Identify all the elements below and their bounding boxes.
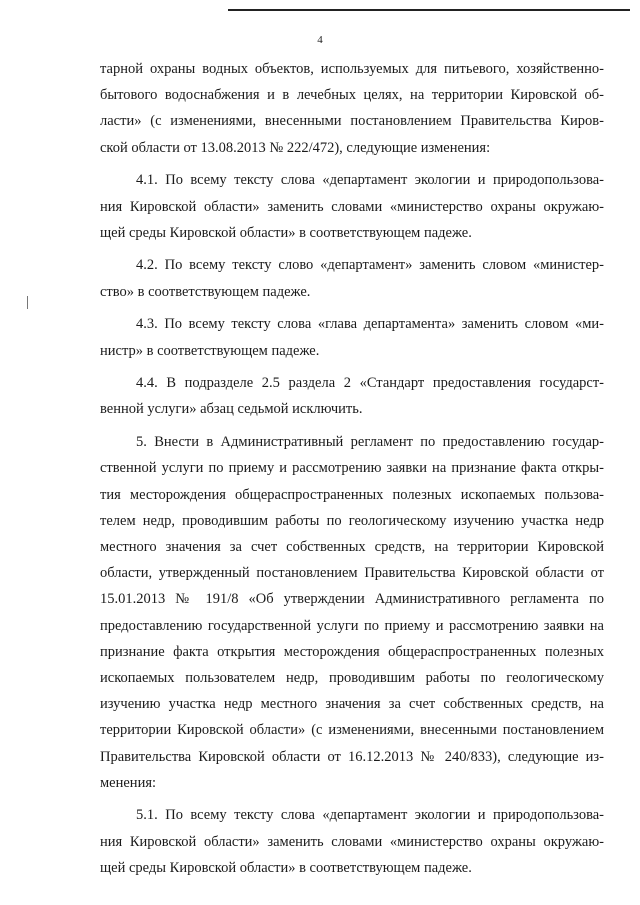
document-body [100,56,604,881]
text-line: 5.1. По всему тексту слова «департамент экологии и природопользова- [136,807,604,824]
text-line: предоставлению государственной услуги по приему и рассмотрению заявки на [100,617,604,634]
paragraph [100,370,604,422]
text-line: 4.2. По всему тексту слово «департамент» заменить словом «министер- [136,257,604,274]
text-line: щей среды Кировской области» в соответствующем падеже. [100,859,472,876]
text-line: ния Кировской области» заменить словами «министерство охраны окружаю- [100,198,604,215]
paragraph [100,167,604,246]
text-line: ской области от 13.08.2013 № 222/472), следующие изменения: [100,139,491,156]
text-line: изучению участка недр местного значения за счет собственных средств, на [100,696,604,713]
text-line: местного значения за счет собственных средств, на территории Кировской [100,538,604,555]
page-number: 4 [317,34,323,46]
text-line: ство» в соответствующем падеже. [100,283,311,300]
text-line: щей среды Кировской области» в соответствующем падеже. [100,224,472,241]
text-line: признание факта открытия месторождения общераспространенных полезных [100,643,604,660]
text-line: 5. Внести в Административный регламент по предоставлению государ- [136,434,604,451]
text-line: ственной услуги по приему и рассмотрению заявки на признание факта откры- [100,460,604,477]
text-line: ния Кировской области» заменить словами «министерство охраны окружаю- [100,833,604,850]
margin-mark [27,296,28,309]
text-line: Правительства Кировской области от 16.12.2013 № 240/833), следующие из- [100,748,604,765]
text-line: 4.4. В подразделе 2.5 раздела 2 «Стандарт предоставления государст- [136,375,604,392]
text-line: телем недр, проводившим работы по геологическому изучению участка недр [100,512,604,529]
text-line: менения: [100,774,157,791]
text-line: венной услуги» абзац седьмой исключить. [100,401,363,418]
text-line: области, утвержденный постановлением Правительства Кировской области от [100,565,604,582]
text-line: бытового водоснабжения и в лечебных целях, на территории Кировской об- [100,87,604,104]
paragraph [100,802,604,881]
text-line: нистр» в соответствующем падеже. [100,342,320,359]
text-line: тарной охраны водных объектов, используемых для питьевого, хозяйственно- [100,61,604,77]
text-line: территории Кировской области» (с изменениями, внесенными постановлением [100,722,604,739]
text-line: 4.3. По всему тексту слова «глава департамента» заменить словом «ми- [136,316,604,333]
text-line: ласти» (с изменениями, внесенными постановлением Правительства Киров- [100,113,604,130]
text-line: 4.1. По всему тексту слова «департамент экологии и природопользова- [136,172,604,189]
paragraph [100,252,604,304]
text-line: 15.01.2013 № 191/8 «Об утверждении Административного регламента по [100,591,604,608]
paragraph [100,56,604,161]
paragraph [100,311,604,363]
paragraph [100,429,604,796]
text-line: ископаемых пользователем недр, проводившим работы по геологическому [100,669,604,686]
text-line: тия месторождения общераспространенных полезных ископаемых пользова- [100,486,604,503]
header-rule [228,9,630,11]
